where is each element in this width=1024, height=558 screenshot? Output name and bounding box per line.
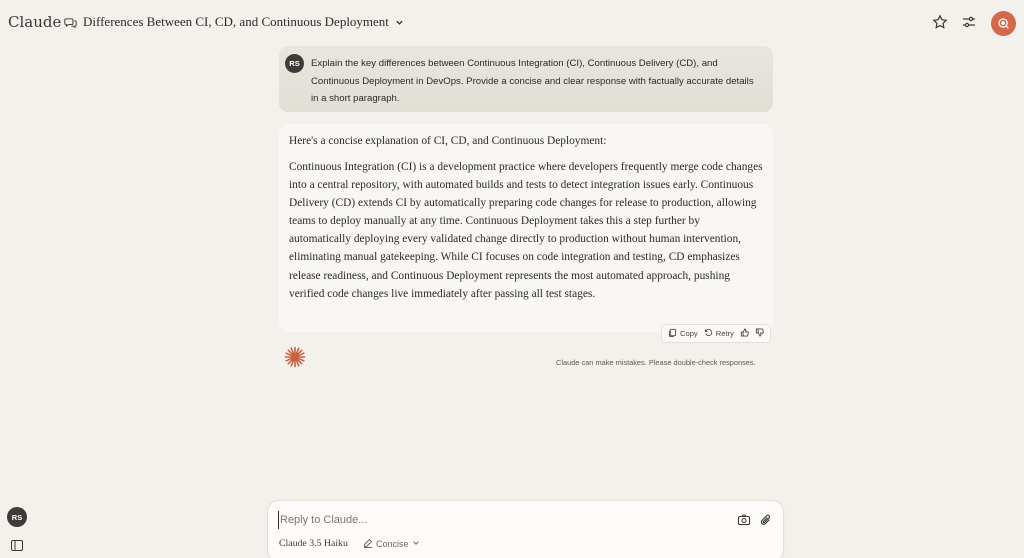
user-avatar: RS: [285, 54, 304, 73]
pen-icon: [363, 538, 373, 550]
sidebar-toggle-icon[interactable]: [11, 538, 23, 549]
copy-icon: [668, 328, 677, 339]
user-message: [279, 46, 773, 112]
star-icon[interactable]: [932, 14, 948, 30]
style-label: Concise: [376, 539, 409, 549]
thumbs-up-icon: [740, 328, 749, 339]
camera-icon[interactable]: [737, 513, 751, 527]
copy-label: Copy: [680, 329, 698, 338]
retry-label: Retry: [715, 329, 734, 338]
retry-button[interactable]: [704, 328, 734, 339]
account-avatar[interactable]: RS: [7, 507, 27, 527]
assistant-intro: Here's a concise explanation of CI, CD, and Continuous Deployment:: [289, 135, 607, 147]
paperclip-icon[interactable]: [759, 513, 773, 527]
chat-icon: [64, 16, 77, 29]
top-bar: [0, 0, 1024, 46]
assistant-body: Continuous Integration (CI) is a development practice where developers frequently merge code changes into a central repository, with automated builds and tests to detect integration issues early. Continuous Delivery (CD) extends CI by automatically preparing code changes for release to production, allowing teams to deploy manually at any time. Continuous Deployment takes this a step further by automatically deploying every validated change directly to production without human intervention, eliminating manual gatekeeping. While CI focuses on code integration and testing, CD emphasizes release readiness, and Continuous Deployment represents the most automated approach, pushing verified code changes live immediately after passing all test stages.: [289, 161, 763, 300]
claude-spark-icon: [283, 345, 307, 369]
retry-icon: [704, 328, 713, 339]
thumbs-down-icon: [755, 328, 764, 339]
chevron-down-icon: [395, 18, 404, 27]
chevron-down-icon: [412, 539, 420, 549]
copy-button[interactable]: [668, 328, 698, 339]
conversation-title-menu[interactable]: [64, 14, 404, 30]
user-message-text: Explain the key differences between Continuous Integration (CI), Continuous Delivery (CD), and Continuous Deployment in DevOps. Provide a concise and clear response with factually accurate details in a short paragraph.: [311, 58, 754, 104]
reply-input[interactable]: [278, 511, 718, 529]
conversation-title: Differences Between CI, CD, and Continuous Deployment: [83, 14, 389, 29]
claude-logo[interactable]: Claude: [8, 13, 62, 31]
research-icon[interactable]: [991, 11, 1016, 36]
thumbs-down-button[interactable]: [755, 328, 764, 339]
model-selector[interactable]: Claude 3.5 Haiku: [279, 538, 348, 549]
disclaimer-text: Claude can make mistakes. Please double-check responses.: [556, 358, 756, 367]
sliders-icon[interactable]: [961, 14, 977, 30]
assistant-message: [279, 124, 773, 332]
composer: [267, 500, 784, 558]
message-actions: [661, 324, 771, 343]
style-selector[interactable]: [363, 538, 420, 550]
thumbs-up-button[interactable]: [740, 328, 749, 339]
